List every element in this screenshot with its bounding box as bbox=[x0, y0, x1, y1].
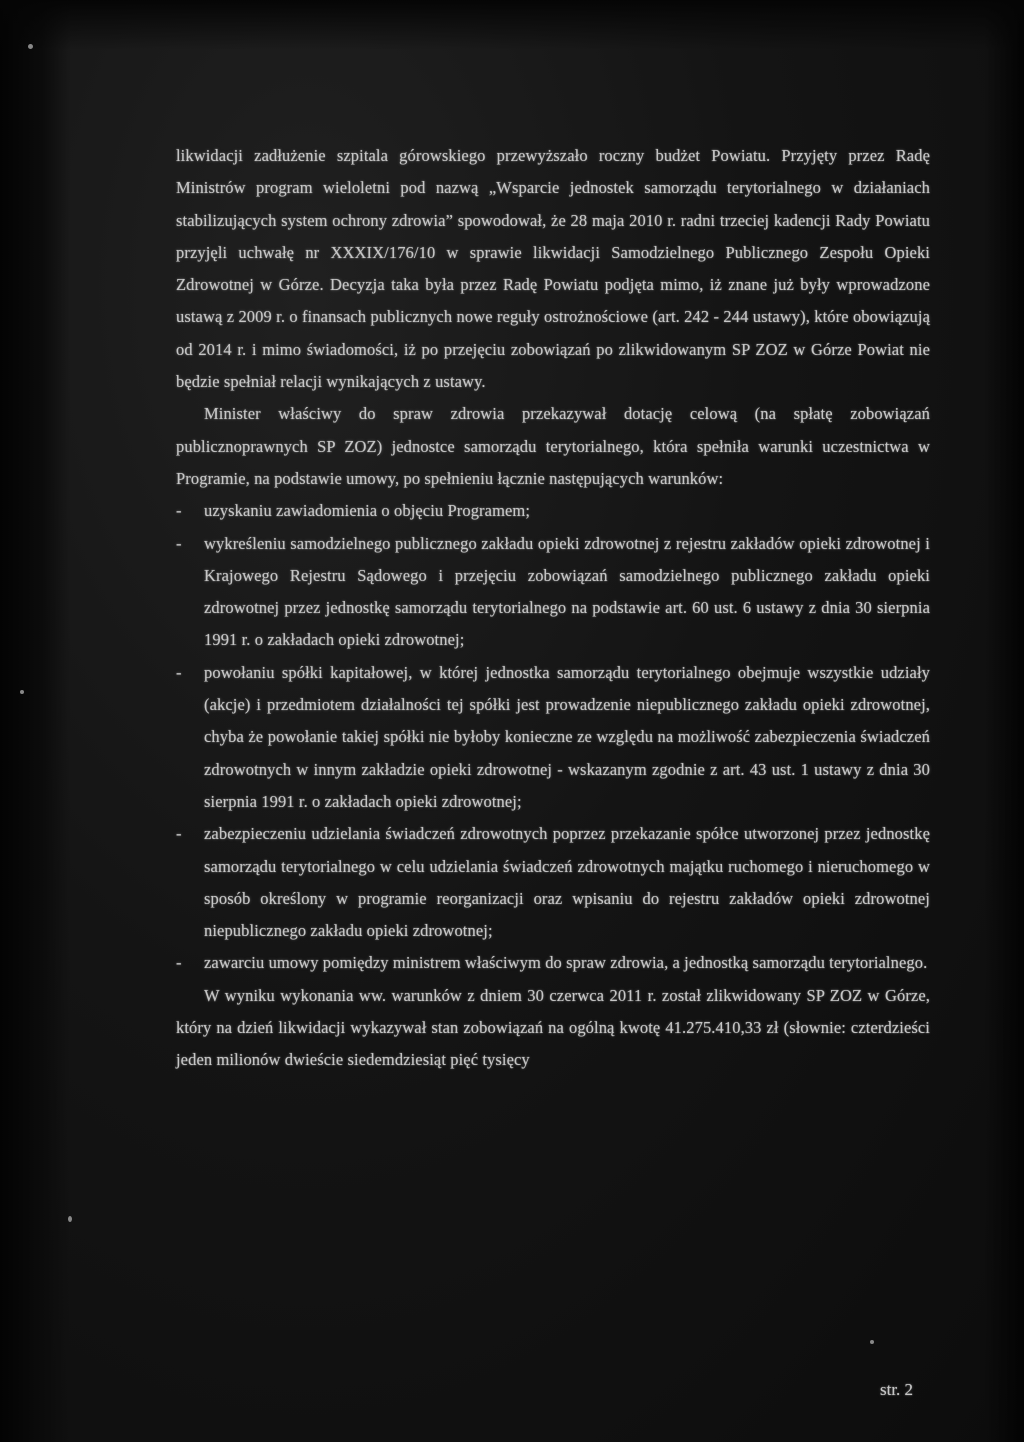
paragraph-1: likwidacji zadłużenie szpitala górowskiego przewyższało roczny budżet Powiatu. Przyjęty przez Radę Ministrów program wieloletni pod nazwą „Wsparcie jednostek samorządu terytorialnego w działaniach stabilizujących system ochrony zdrowia” spowodował, że 28 maja 2010 r. radni trzeciej kadencji Rady Powiatu przyjęli uchwałę nr XXXIX/176/10 w sprawie likwidacji Samodzielnego Publicznego Zespołu Opieki Zdrowotnej w Górze. Decyzja taka była przez Radę Powiatu podjęta mimo, iż znane już były wprowadzone ustawą z 2009 r. o finansach publicznych nowe reguły ostrożnościowe (art. 242 - 244 ustawy), które obowiązują od 2014 r. i mimo świadomości, iż po przejęciu zobowiązań po zlikwidowanym SP ZOZ w Górze Powiat nie będzie spełniał relacji wynikających z ustawy. bbox=[176, 146, 930, 392]
page-number: str. 2 bbox=[880, 1380, 914, 1399]
scan-shadow-right bbox=[984, 0, 1024, 1442]
scan-shadow-left bbox=[0, 0, 70, 1442]
scan-speck bbox=[20, 690, 24, 694]
scan-speck bbox=[28, 44, 33, 49]
scan-speck bbox=[870, 1340, 874, 1344]
list-item: - powołaniu spółki kapitałowej, w której jednostka samorządu terytorialnego obejmuje wszystkie udziały (akcje) i przedmiotem działalności tej spółki jest prowadzenie niepublicznego zakładu opieki zdrowotnej, chyba że powołanie takiej spółki nie byłoby konieczne ze względu na możliwość zabezpieczenia świadczeń zdrowotnych w innym zakładzie opieki zdrowotnej - wskazanym zgodnie z art. 43 ust. 1 ustawy z dnia 30 sierpnia 1991 r. o zakładach opieki zdrowotnej; bbox=[176, 657, 930, 818]
list-item: - zabezpieczeniu udzielania świadczeń zdrowotnych poprzez przekazanie spółce utworzonej przez jednostkę samorządu terytorialnego w celu udzielania świadczeń zdrowotnych majątku ruchomego i nieruchomego w sposób określony w programie reorganizacji oraz wpisaniu do rejestru zakładów opieki zdrowotnej niepublicznego zakładu opieki zdrowotnej; bbox=[176, 818, 930, 947]
list-item: - uzyskaniu zawiadomienia o objęciu Programem; bbox=[176, 495, 930, 527]
document-body bbox=[176, 140, 930, 1077]
list-item: - wykreśleniu samodzielnego publicznego zakładu opieki zdrowotnej z rejestru zakładów opieki zdrowotnej i Krajowego Rejestru Sądowego i przejęciu zobowiązań samodzielnego publicznego zakładu opieki zdrowotnej przez jednostkę samorządu terytorialnego na podstawie art. 60 ust. 6 ustawy z dnia 30 sierpnia 1991 r. o zakładach opieki zdrowotnej; bbox=[176, 528, 930, 657]
scan-speck bbox=[68, 1216, 72, 1222]
paragraph-2: Minister właściwy do spraw zdrowia przekazywał dotację celową (na spłatę zobowiązań publicznoprawnych SP ZOZ) jednostce samorządu terytorialnego, która spełniła warunki uczestnictwa w Programie, na podstawie umowy, po spełnieniu łącznie następujących warunków: bbox=[176, 404, 930, 488]
scan-shadow-top bbox=[0, 0, 1024, 50]
conditions-list bbox=[176, 495, 930, 979]
list-item: - zawarciu umowy pomiędzy ministrem właściwym do spraw zdrowia, a jednostką samorządu terytorialnego. bbox=[176, 947, 930, 979]
closing-paragraph: W wyniku wykonania ww. warunków z dniem 30 czerwca 2011 r. został zlikwidowany SP ZOZ w Górze, który na dzień likwidacji wykazywał stan zobowiązań na ogólną kwotę 41.275.410,33 zł (słownie: czterdzieści jeden milionów dwieście siedemdziesiąt pięć tysięcy bbox=[176, 985, 930, 1070]
